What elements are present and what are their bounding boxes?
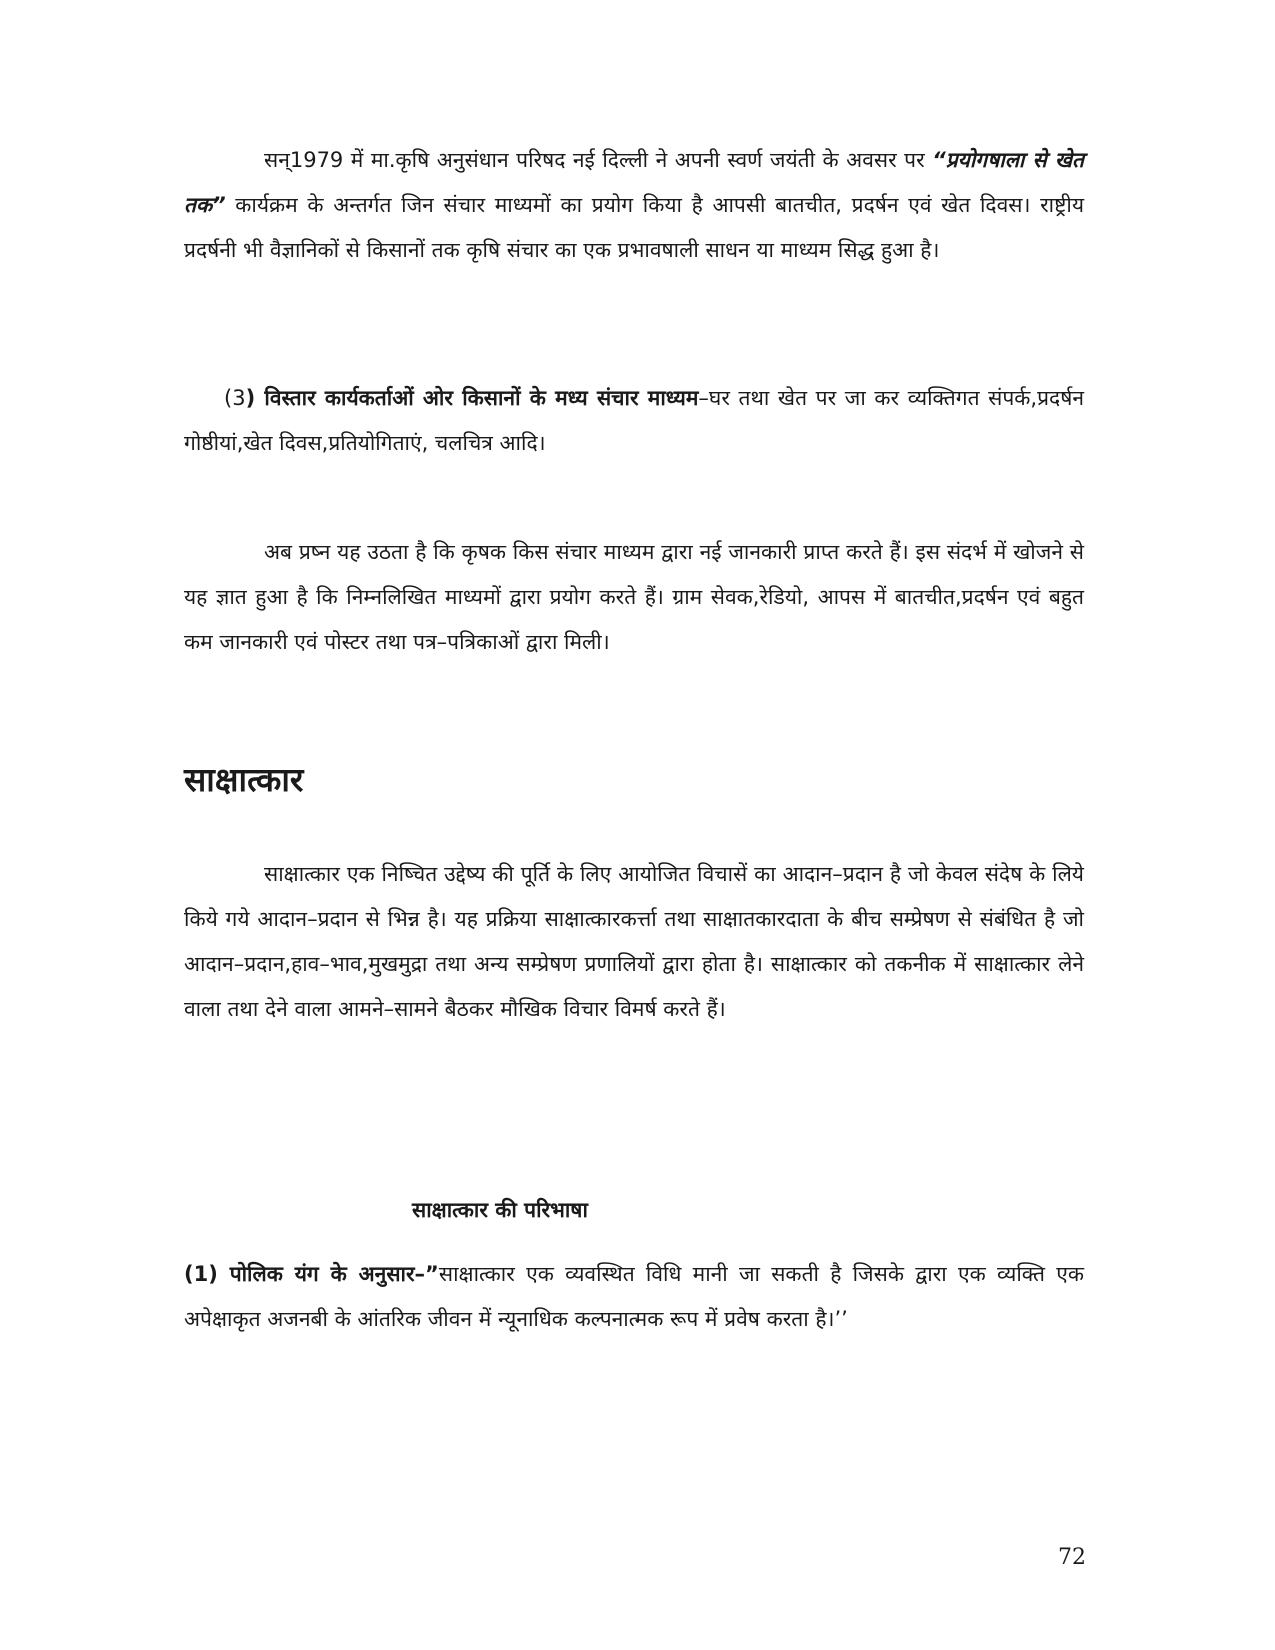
interview-description-text: साक्षात्कार एक निष्चित उद्देष्य की पूर्ति के लिए आयोजित विचासें का आदान–प्रदान है जो केवल संदेष के लिये किये गये आदान–प्रदान से भिन्न है। यह प्रक्रिया साक्षात्कारकर्त्ता तथा साक्षातकारदाता के बीच सम्प्रेषण से संबंधित है जो आदान–प्रदान,हाव–भाव,मुखमुद्रा तथा अन्य सम्प्रेषण प्रणालियों द्वारा होता है। साक्षात्कार को तकनीक में साक्षात्कार लेने वाला तथा देने वाला आमने–सामने बैठकर मौखिक विचार विमर्ष करते हैं। — [184, 862, 1084, 1021]
paragraph-farmer-information-sources — [184, 530, 1084, 665]
paragraph-icar-programme — [184, 138, 1084, 273]
subheading-interview-definition: साक्षात्कार की परिभाषा — [412, 1198, 588, 1222]
paragraph-pauline-young-definition — [184, 1252, 1084, 1342]
extension-item-number: (3 — [224, 386, 246, 410]
extension-item-title: ) विस्तार कार्यकर्ताओं ओर किसानों के मध्य संचार माध्यम — [245, 386, 699, 410]
definition-source-title: (1) पोलिक यंग के अनुसार–” — [184, 1262, 439, 1286]
definition-text: साक्षात्कार एक व्यवस्थित विधि मानी जा सकती है जिसके द्वारा एक व्यक्ति एक अपेक्षाकृत अजनबी के आंतरिक जीवन में न्यूनाधिक कल्पनात्मक रूप में प्रवेष करता है।’’ — [184, 1262, 1084, 1331]
paragraph-icar-text-start: सन्1979 में मा.कृषि अनुसंधान परिषद नई दिल्ली ने अपनी स्वर्ण जयंती के अवसर पर — [264, 148, 933, 172]
page-number: 72 — [1058, 1545, 1086, 1570]
extension-item-text: –घर तथा खेत पर जा कर व्यक्तिगत संपर्क,प्रदर्षन गोष्ठीयां,खेत दिवस,प्रतियोगिताएं, चलचित्र आदि। — [184, 386, 1084, 455]
section-heading-interview: साक्षात्कार — [184, 760, 304, 799]
lab-to-land-phrase: “प्रयोगषाला से खेत तक” — [184, 148, 1084, 217]
paragraph-extension-workers — [184, 376, 1084, 466]
farmer-sources-text: अब प्रष्न यह उठता है कि कृषक किस संचार माध्यम द्वारा नई जानकारी प्राप्त करते हैं। इस संदर्भ में खोजने से यह ज्ञात हुआ है कि निम्नलिखित माध्यमों द्वारा प्रयोग करते हैं। ग्राम सेवक,रेडियो, आपस में बातचीत,प्रदर्षन एवं बहुत कम जानकारी एवं पोस्टर तथा पत्र–पत्रिकाओं द्वारा मिली। — [184, 540, 1084, 654]
paragraph-interview-description — [184, 852, 1084, 1032]
paragraph-icar-text-end: कार्यक्रम के अन्तर्गत जिन संचार माध्यमों का प्रयोग किया है आपसी बातचीत, प्रदर्षन एवं खेत दिवस। राष्ट्रीय प्रदर्षनी भी वैज्ञानिकों से किसानों तक कृषि संचार का एक प्रभावषाली साधन या माध्यम सिद्ध हुआ है। — [184, 193, 1084, 262]
